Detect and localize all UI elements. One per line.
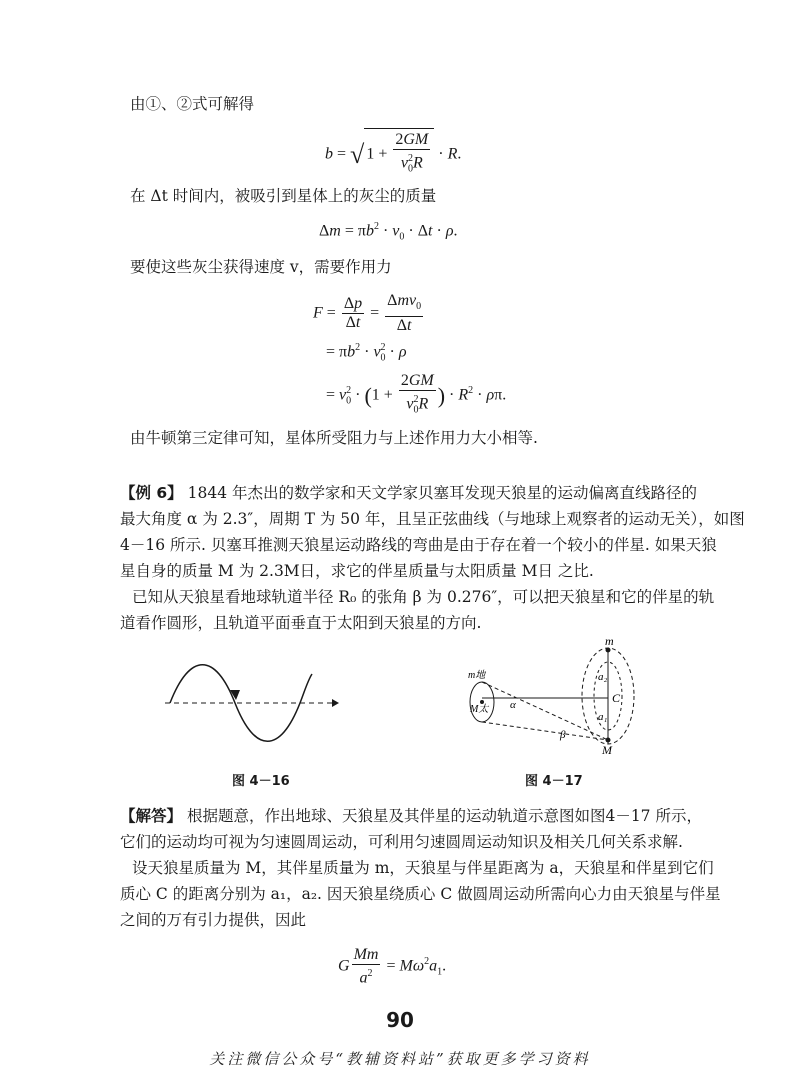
solution-label: 【解答】 [120,807,183,825]
label-alpha: α [510,699,516,711]
text-line: 由①、②式可解得 [130,95,255,113]
example-text: 最大角度 α 为 2.3″，周期 T 为 50 年，且呈正弦曲线（与地球上观察者的运动无关），如图 [120,510,745,528]
label-a1: a₁ [598,711,608,723]
solution-paragraph [120,806,702,826]
solution-text: 质心 C 的距离分别为 a₁，a₂. 因天狼星绕质心 C 做圆周运动所需向心力由天狼星与伴星 [120,885,721,903]
figure-4-16-sine [160,660,340,745]
example-label: 【例 6】 [120,484,183,502]
text-line: 由牛顿第三定律可知，星体所受阻力与上述作用力大小相等. [130,429,538,447]
label-M-bottom: M [602,743,612,756]
label-m-top: m [605,636,614,648]
example-text: 已知从天狼星看地球轨道半径 R₀ 的张角 β 为 0.276″，可以把天狼星和它的伴星的轨 [132,588,715,606]
page-number: 90 [386,1008,414,1032]
example-text: 星自身的质量 M 为 2.3M日，求它的伴星质量与太阳质量 M日 之比. [120,562,594,580]
label-C: C [612,691,621,705]
solution-text: 之间的万有引力提供，因此 [120,911,307,929]
equation-dm: $\Delta m = \pi b^2 \cdot v_0 \cdot \Delta t \cdot \rho$. [319,221,458,243]
equation-gravity: G $\frac{Mm}{a^2}$ = $M\omega^2a_1$. [338,946,447,987]
text-line: 要使这些灰尘获得速度 v，需要作用力 [130,258,392,276]
equation-b: b = √ 1 + $\frac{2GM}{v_0^2R}$ · R. [325,128,461,179]
example-paragraph [120,483,697,503]
label-beta: β [560,729,566,741]
figure-4-17-caption: 图 4－17 [525,774,583,789]
equation-F: F = $\frac{\Delta p}{\Delta t}$ = $\frac{\Delta mv_0}{\Delta t}$ [313,292,422,335]
footer-watermark: 关注微信公众号“教辅资料站”获取更多学习资料 [209,1050,591,1068]
equation-F-step2: = $\pi b^2 \cdot v_0^2 \cdot \rho$ [326,342,407,364]
label-M-sun: M太 [470,704,489,715]
example-text: 4－16 所示. 贝塞耳推测天狼星运动路线的弯曲是由于存在着一个较小的伴星. 如果天狼 [120,536,717,554]
figure-4-17-orbits [460,636,650,756]
example-text: 1844 年杰出的数学家和天文学家贝塞耳发现天狼星的运动偏离直线路径的 [187,484,698,502]
example-text: 道看作圆形，且轨道平面垂直于太阳到天狼星的方向. [120,614,482,632]
solution-text: 它们的运动均可视为匀速圆周运动，可利用匀速圆周运动知识及相关几何关系求解. [120,833,683,851]
solution-text: 根据题意，作出地球、天狼星及其伴星的运动轨道示意图如图4－17 所示， [186,807,702,825]
label-m-earth: m地 [468,670,486,681]
solution-text: 设天狼星质量为 M，其伴星质量为 m，天狼星与伴星距离为 a，天狼星和伴星到它们 [132,859,714,877]
text-line: 在 Δt 时间内，被吸引到星体上的灰尘的质量 [130,187,437,205]
label-a2: a₂ [598,671,608,683]
figure-4-16-caption: 图 4－16 [232,774,290,789]
equation-F-step3: = $v_0^2 \cdot (1$ + $\frac{2GM}{v_0^2R}$ ) · $R^2 \cdot \rho\pi$. [326,372,507,416]
